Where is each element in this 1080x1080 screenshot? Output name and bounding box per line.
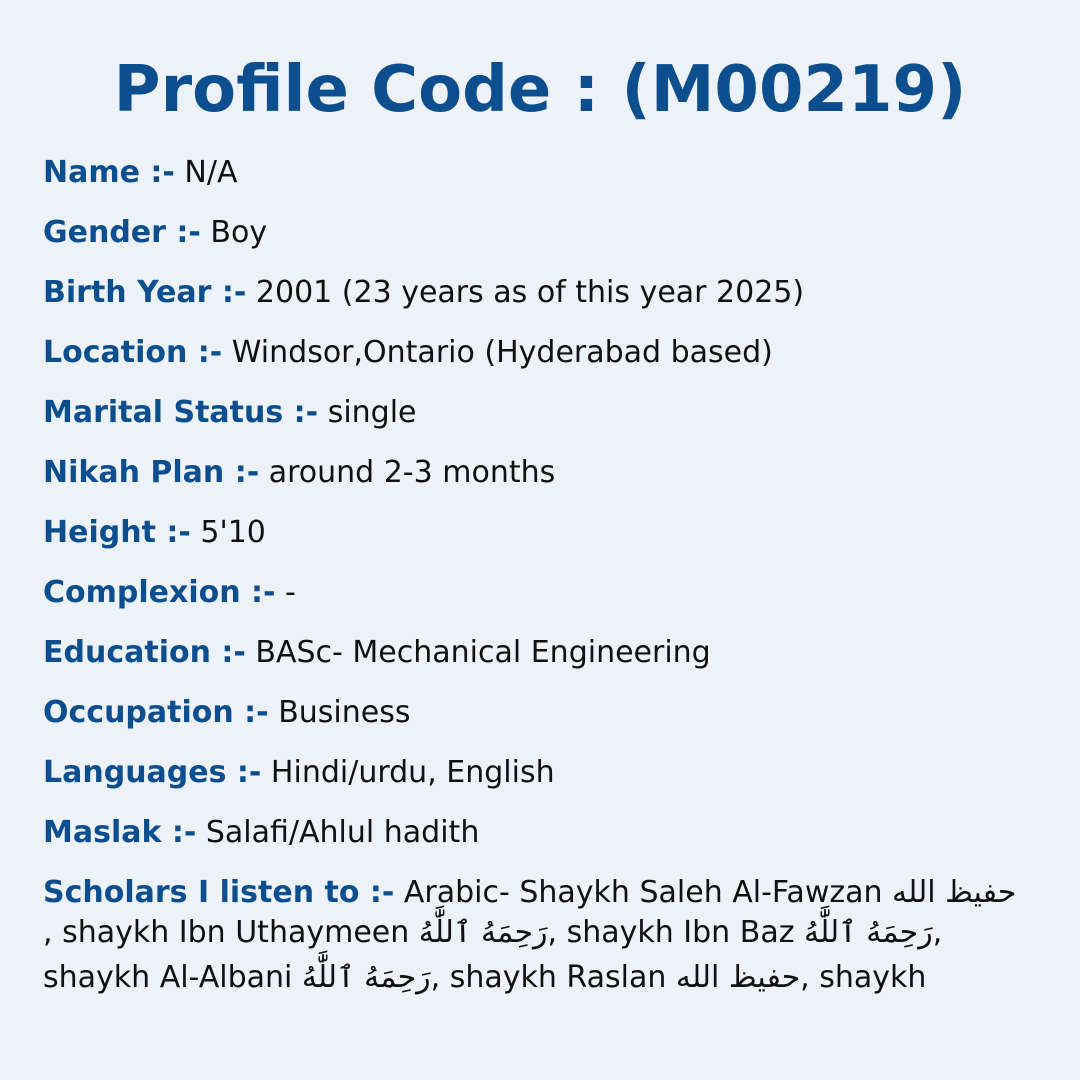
field-label: Complexion :- — [43, 575, 276, 610]
field-label: Birth Year :- — [43, 275, 247, 310]
field-birth-year — [43, 270, 1043, 315]
field-label: Education :- — [43, 635, 246, 670]
field-value: single — [327, 395, 417, 430]
field-value: Windsor,Ontario (Hyderabad based) — [231, 335, 773, 370]
field-languages — [43, 750, 1043, 795]
field-gender — [43, 210, 1043, 255]
profile-fields — [43, 150, 1043, 1000]
field-label: Gender :- — [43, 215, 201, 250]
field-value: 5'10 — [200, 515, 266, 550]
field-label: Scholars I listen to :- — [43, 875, 395, 910]
field-value: Salafi/Ahlul hadith — [205, 815, 480, 850]
field-label: Languages :- — [43, 755, 262, 790]
scholars-line-1 — [43, 870, 1043, 910]
field-nikah-plan — [43, 450, 1043, 495]
field-occupation — [43, 690, 1043, 735]
field-maslak — [43, 810, 1043, 855]
scholars-line-3: shaykh Al-Albani رَحِمَهُ ٱللَّٰهُ, shaykh Raslan حفيظ الله, shaykh — [43, 960, 927, 995]
field-value: Hindi/urdu, English — [270, 755, 555, 790]
field-value: - — [285, 575, 296, 610]
field-marital-status — [43, 390, 1043, 435]
scholars-line-2: , shaykh Ibn Uthaymeen رَحِمَهُ ٱللَّٰهُ, shaykh Ibn Baz رَحِمَهُ ٱللَّٰهُ, — [43, 915, 943, 950]
field-label: Name :- — [43, 155, 175, 190]
field-value: Boy — [210, 215, 268, 250]
field-education — [43, 630, 1043, 675]
field-value: N/A — [184, 155, 238, 190]
field-value: Arabic- Shaykh Saleh Al-Fawzan حفيظ الله — [403, 875, 1017, 910]
field-name — [43, 150, 1043, 195]
field-label: Height :- — [43, 515, 191, 550]
field-complexion — [43, 570, 1043, 615]
field-label: Nikah Plan :- — [43, 455, 260, 490]
field-value: around 2-3 months — [268, 455, 556, 490]
page-title: Profile Code : (M00219) — [113, 53, 967, 127]
field-value: Business — [278, 695, 411, 730]
field-value: 2001 (23 years as of this year 2025) — [255, 275, 805, 310]
field-scholars — [43, 870, 1043, 1000]
field-label: Occupation :- — [43, 695, 269, 730]
field-value: BASc- Mechanical Engineering — [255, 635, 711, 670]
field-height — [43, 510, 1043, 555]
field-label: Maslak :- — [43, 815, 197, 850]
field-label: Marital Status :- — [43, 395, 319, 430]
field-label: Location :- — [43, 335, 223, 370]
field-location — [43, 330, 1043, 375]
